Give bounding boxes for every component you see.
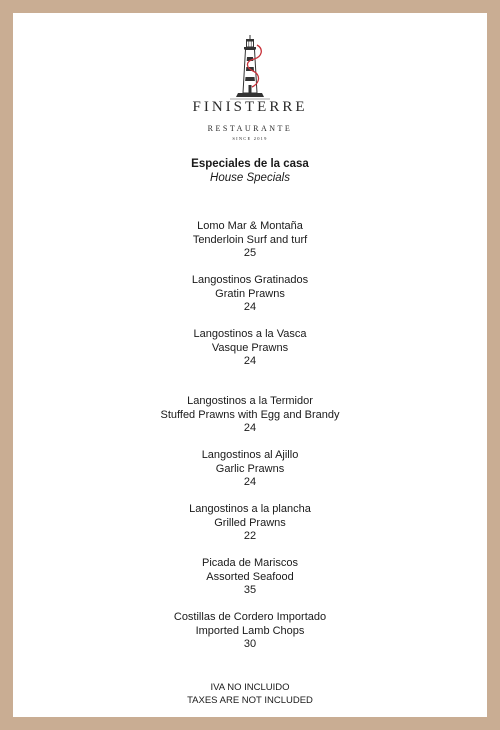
menu-item — [13, 503, 487, 544]
item-name-es: Costillas de Cordero Importado — [173, 611, 327, 623]
brand-subtitle: RESTAURANTE — [207, 124, 293, 133]
item-price: 24 — [243, 301, 257, 314]
menu-item — [13, 395, 487, 436]
item-price: 24 — [243, 422, 257, 435]
menu-page — [13, 13, 487, 717]
item-name-en: Tenderloin Surf and turf — [192, 233, 308, 246]
menu-item — [13, 449, 487, 490]
restaurant-logo — [13, 33, 487, 153]
item-price: 24 — [243, 355, 257, 368]
menu-item — [13, 220, 487, 261]
item-name-en: Gratin Prawns — [215, 287, 285, 300]
item-name-es: Langostinos Gratinados — [191, 274, 309, 286]
item-price: 24 — [243, 476, 257, 489]
menu-item — [13, 557, 487, 598]
brand-since: SINCE 2019 — [232, 136, 268, 141]
item-name-en: Garlic Prawns — [215, 462, 285, 475]
lighthouse-icon — [220, 33, 280, 101]
item-name-en: Stuffed Prawns with Egg and Brandy — [160, 408, 340, 421]
item-name-en: Vasque Prawns — [211, 341, 289, 354]
item-name-es: Lomo Mar & Montaña — [197, 220, 303, 232]
item-name-en: Assorted Seafood — [206, 570, 294, 583]
item-name-en: Grilled Prawns — [214, 516, 286, 529]
menu-item — [13, 328, 487, 369]
item-name-es: Langostinos a la Vasca — [193, 328, 307, 340]
item-name-es: Picada de Mariscos — [202, 557, 298, 569]
section-subtitle: House Specials — [210, 172, 290, 184]
item-name-es: Langostinos al Ajillo — [201, 449, 299, 461]
item-name-es: Langostinos a la plancha — [189, 503, 311, 515]
item-price: 35 — [243, 584, 257, 597]
item-price: 30 — [243, 638, 257, 651]
tax-notice-es: IVA NO INCLUIDO — [210, 682, 290, 693]
menu-item — [13, 274, 487, 315]
tax-notice-en: TAXES ARE NOT INCLUDED — [187, 694, 313, 706]
brand-name: FINISTERRE — [192, 99, 308, 115]
menu-item — [13, 611, 487, 652]
item-price: 22 — [243, 530, 257, 543]
item-name-en: Imported Lamb Chops — [195, 624, 305, 637]
item-name-es: Langostinos a la Termidor — [187, 395, 313, 407]
item-price: 25 — [243, 247, 257, 260]
section-title: Especiales de la casa — [191, 158, 309, 170]
tax-notice — [13, 682, 487, 707]
